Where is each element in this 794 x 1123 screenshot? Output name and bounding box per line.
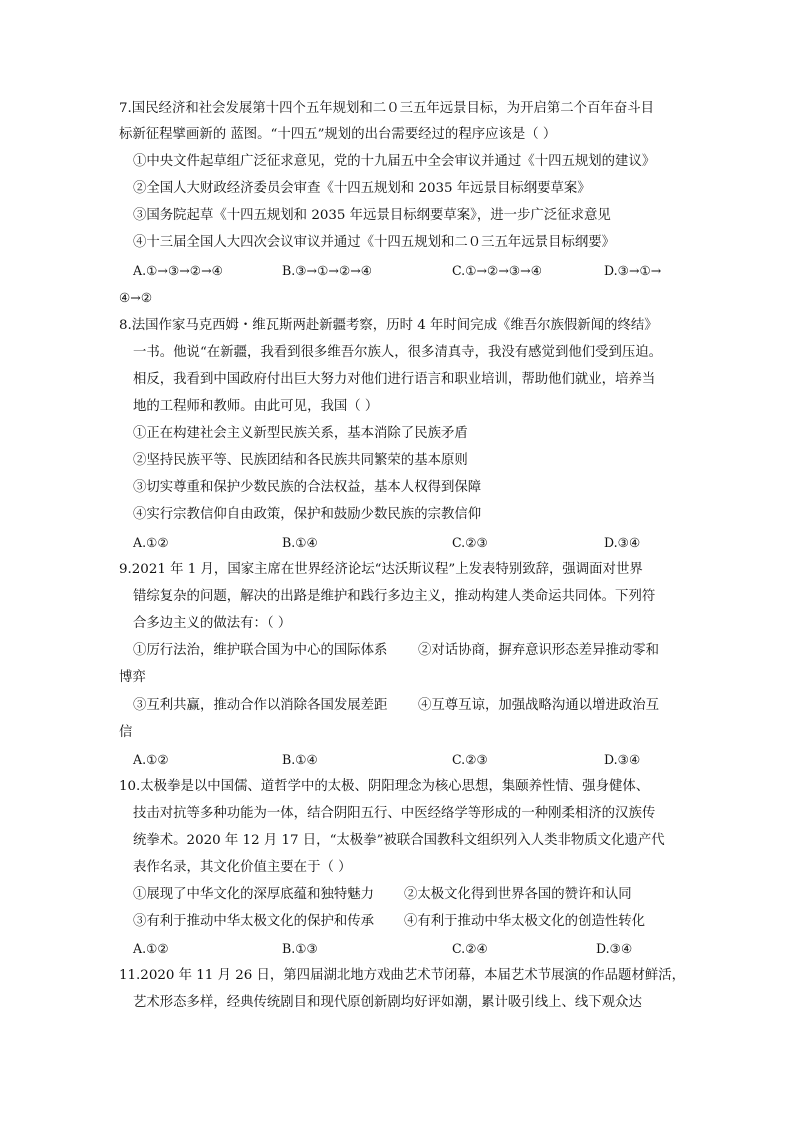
q9-option-b: B.①④ [282, 752, 318, 767]
q10-option-a: A.①② [133, 941, 169, 956]
q10-statement-1: ①展现了中华文化的深厚底蕴和独特魅力 [133, 887, 375, 902]
q7-option-a: A.①→③→②→④ [133, 263, 223, 278]
q10-stem-line-1: 10.太极拳是以中国儒、道哲学中的太极、阴阳理念为核心思想，集颐养性情、强身健体、 [119, 779, 650, 794]
q7-stem-line-2: 标新征程擘画新的 蓝图。“十四五”规划的出台需要经过的程序应该是（ ） [119, 127, 557, 142]
q9-statement-1: ①厉行法治，维护联合国为中心的国际体系 [133, 643, 388, 658]
q7-statement-4: ④十三届全国人大四次会议审议并通过《十四五规划和二０三五年远景目标纲要》 [133, 235, 616, 250]
q9-option-a: A.①② [133, 752, 169, 767]
q7-option-c: C.①→②→③→④ [452, 263, 543, 278]
q8-statement-4: ④实行宗教信仰自由政策，保护和鼓励少数民族的宗教信仰 [133, 507, 482, 522]
q8-stem-line-2: 一书。他说“在新疆，我看到很多维吾尔族人，很多清真寺，我没有感觉到他们受到压迫。 [133, 345, 663, 360]
q10-option-c: C.②④ [452, 941, 488, 956]
q9-option-c: C.②③ [452, 752, 488, 767]
q8-statement-2: ②坚持民族平等、民族团结和各民族共同繁荣的基本原则 [133, 453, 468, 468]
q11-stem-line-2: 艺术形态多样，经典传统剧目和现代原创新剧均好评如潮，累计吸引线上、线下观众达 [133, 995, 642, 1010]
q8-statement-1: ①正在构建社会主义新型民族关系，基本消除了民族矛盾 [133, 426, 468, 441]
q8-statement-3: ③切实尊重和保护少数民族的合法权益，基本人权得到保障 [133, 480, 482, 495]
q9-statement-4-continued: 信 [119, 725, 133, 740]
q7-statement-3: ③国务院起草《十四五规划和 2035 年远景目标纲要草案》，进一步广泛征求意见 [133, 208, 611, 223]
q8-option-b: B.①④ [282, 535, 318, 550]
q8-stem-line-4: 地的工程师和教师。由此可见，我国（ ） [133, 399, 379, 414]
q8-option-c: C.②③ [452, 535, 488, 550]
q8-option-d: D.③④ [604, 535, 641, 550]
q9-statement-2-continued: 博弈 [119, 670, 146, 685]
q10-statement-2: ②太极文化得到世界各国的赞许和认同 [404, 887, 632, 902]
q7-statement-2: ②全国人大财政经济委员会审查《十四五规划和 2035 年远景目标纲要草案》 [133, 181, 591, 196]
q10-statement-3: ③有利于推动中华太极文化的保护和传承 [133, 914, 375, 929]
q8-stem-line-3: 相反，我看到中国政府付出巨大努力对他们进行语言和职业培训，帮助他们就业，培养当 [133, 372, 656, 387]
q10-stem-line-2: 技击对抗等多种功能为一体，结合阴阳五行、中医经络学等形成的一种刚柔相济的汉族传 [133, 806, 656, 821]
q9-stem-line-2: 错综复杂的问题，解决的出路是维护和践行多边主义，推动构建人类命运共同体。下列符 [133, 589, 656, 604]
q9-stem-line-1: 9.2021 年 1 月，国家主席在世界经济论坛“达沃斯议程”上发表特别致辞，强调面对世界 [119, 562, 643, 577]
q10-stem-line-4: 表作名录，其文化价值主要在于（ ） [133, 860, 352, 875]
q8-option-a: A.①② [133, 535, 169, 550]
q8-stem-line-1: 8.法国作家马克西姆・维瓦斯两赴新疆考察，历时 4 年时间完成《维吾尔族假新闻的终结》 [119, 318, 658, 333]
q9-statement-3: ③互利共赢，推动合作以消除各国发展差距 [133, 698, 388, 713]
q9-statement-4: ④互尊互谅，加强战略沟通以增进政治互 [418, 698, 660, 713]
q9-stem-line-3: 合多边主义的做法有：（ ） [133, 616, 292, 631]
q7-option-d: D.③→①→ [604, 263, 662, 278]
q7-stem-line-1: 7.国民经济和社会发展第十四个五年规划和二０三五年远景目标，为开启第二个百年奋斗目 [119, 101, 655, 116]
q10-option-b: B.①③ [282, 941, 318, 956]
q11-stem-line-1: 11.2020 年 11 月 26 日，第四届湖北地方戏曲艺术节闭幕，本届艺术节展演的作品题材鲜活， [119, 968, 686, 983]
q10-statement-4: ④有利于推动中华太极文化的创造性转化 [404, 914, 646, 929]
q7-option-b: B.③→①→②→④ [282, 263, 373, 278]
q7-option-d-continued: ④→② [119, 290, 153, 305]
q7-statement-1: ①中央文件起草组广泛征求意见，党的十九届五中全会审议并通过《十四五规划的建议》 [133, 154, 656, 169]
q9-statement-2: ②对话协商，摒弃意识形态差异推动零和 [418, 643, 660, 658]
q9-option-d: D.③④ [604, 752, 641, 767]
q10-option-d: D.③④ [596, 941, 633, 956]
q10-stem-line-3: 统拳术。2020 年 12 月 17 日，“太极拳”被联合国教科文组织列入人类非物质文化遗产代 [133, 833, 665, 848]
